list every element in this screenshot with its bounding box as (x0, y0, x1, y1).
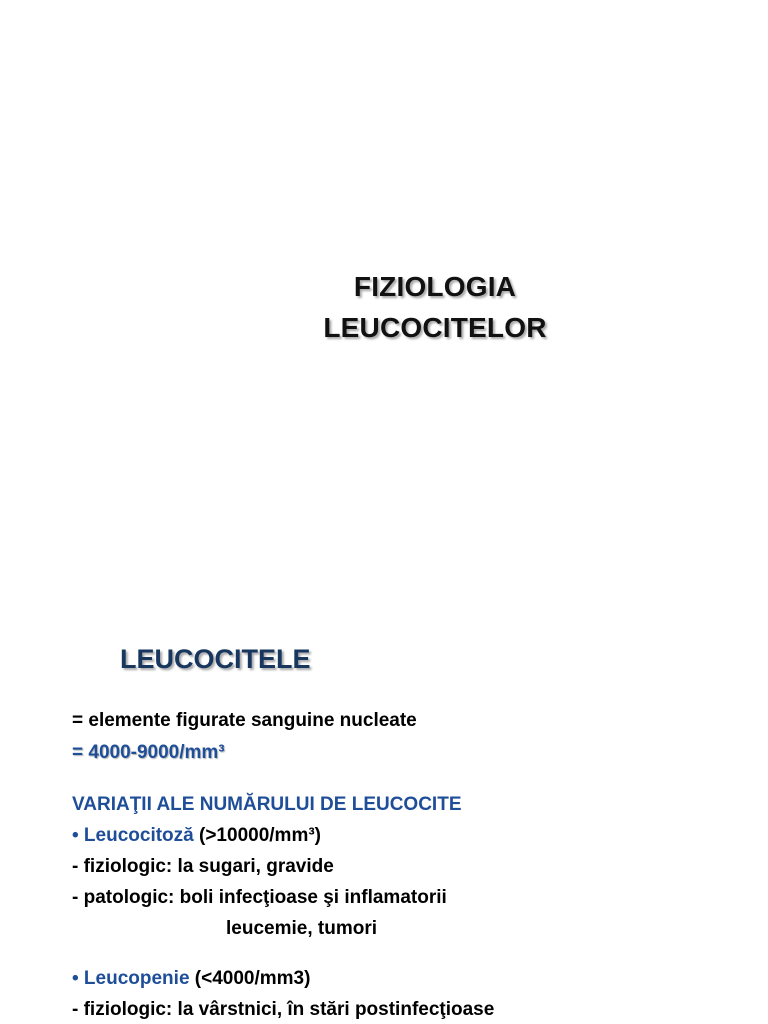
leucopenie-label: • Leucopenie (72, 968, 190, 989)
leucopenie-value: (<4000/mm3) (189, 968, 311, 989)
content-slide (0, 580, 768, 1024)
slide-title (300, 266, 570, 348)
variations-title: VARIAŢII ALE NUMĂRULUI DE LEUCOCITE (72, 794, 462, 815)
leucocitoza-value: (>10000/mm³) (193, 825, 321, 846)
slide-heading: LEUCOCITELE (120, 644, 311, 674)
leucocitoza-patho-cont: leucemie, tumori (226, 918, 377, 939)
leucocitoza-label: • Leucocitoză (72, 825, 194, 846)
leucocitoza-patho: - patologic: boli infecţioase şi inflamatorii (72, 887, 447, 908)
leucopenie-physio: - fiziologic: la vârstnici, în stări postinfecţioase (72, 999, 495, 1020)
title-line-2: LEUCOCITELOR (323, 312, 547, 343)
leucocitoza-physio: - fiziologic: la sugari, gravide (72, 856, 334, 877)
title-line-1: FIZIOLOGIA (353, 271, 517, 302)
definition-line: = elemente figurate sanguine nucleate (72, 710, 417, 731)
leucopenie-item (72, 966, 310, 992)
leucocitoza-item (72, 823, 321, 849)
count-line: = 4000-9000/mm³ (72, 742, 225, 763)
